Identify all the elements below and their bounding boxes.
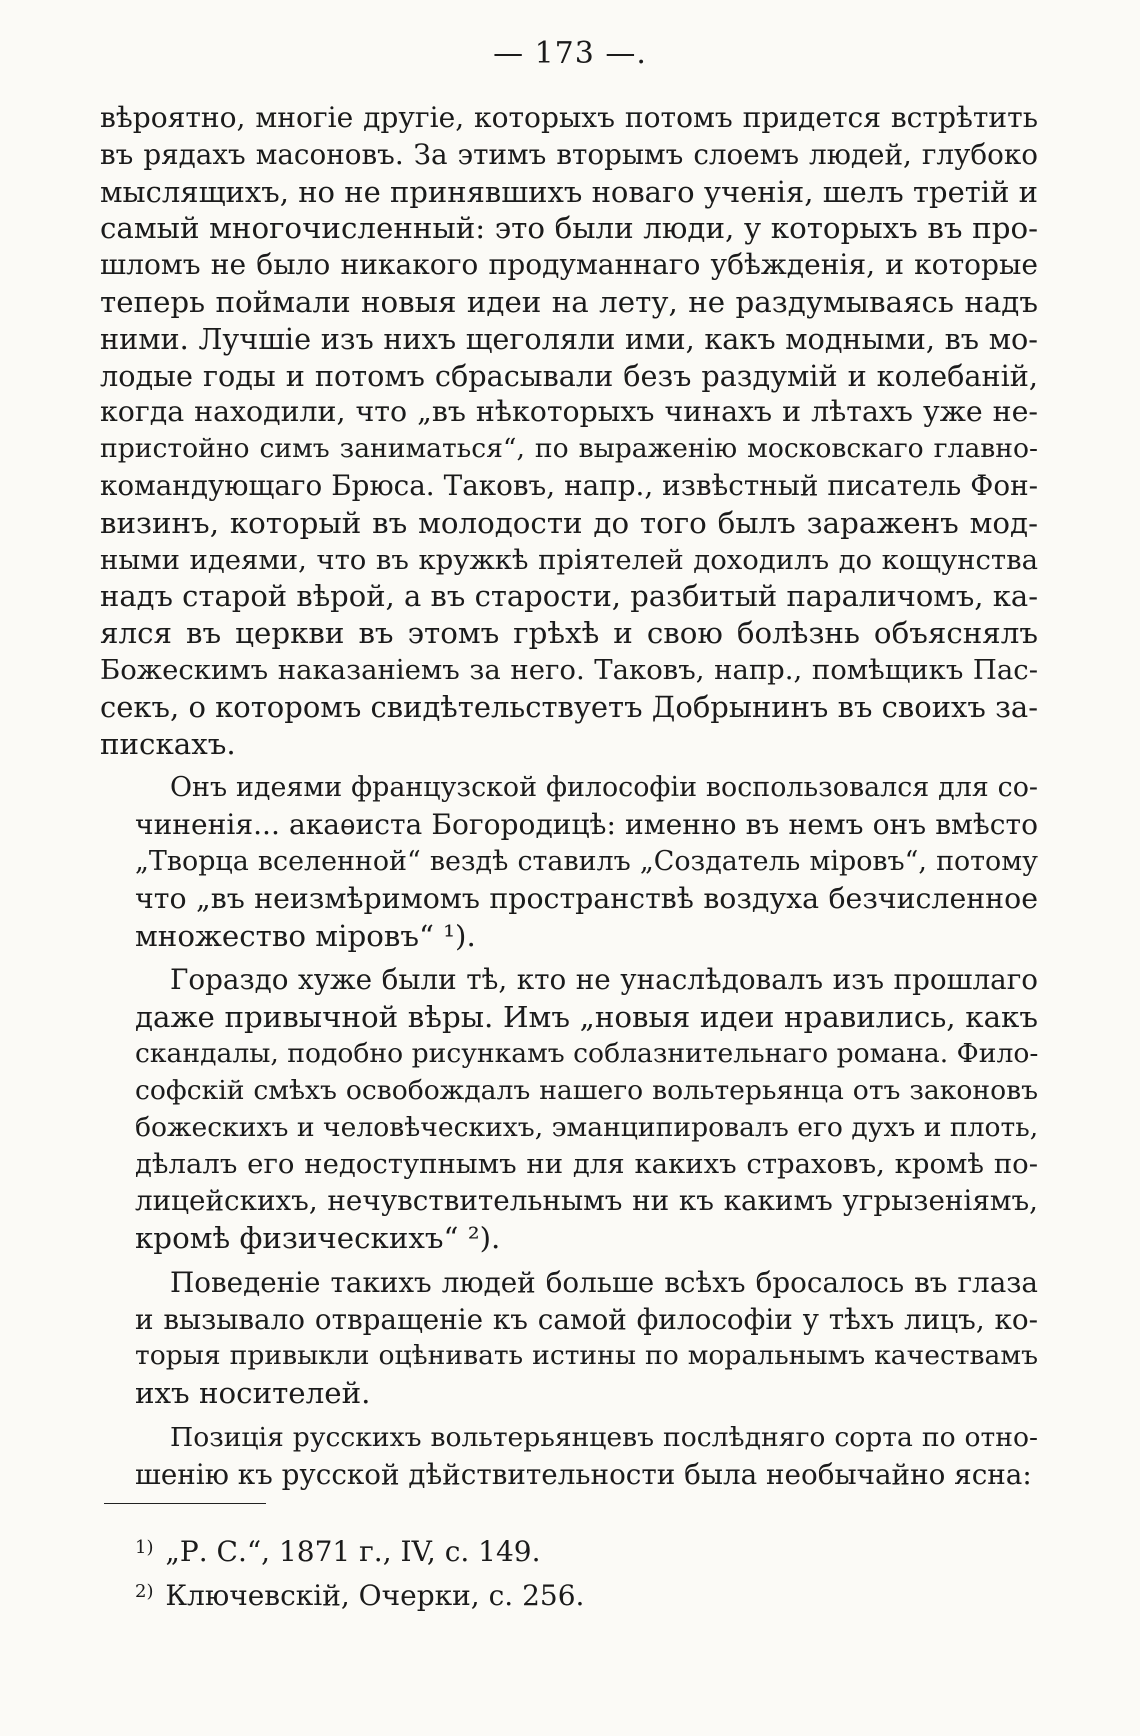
footnote-2-mark: 2) <box>135 1581 154 1602</box>
text-line: кромѣ физическихъ“ ²). <box>135 1220 501 1255</box>
text-line: чиненія... акаѳиста Богородицѣ: именно въ немъ онъ вмѣсто <box>135 808 1038 842</box>
text-line: ихъ носителей. <box>135 1376 371 1411</box>
text-line: секъ, о которомъ свидѣтельствуетъ Добрынинъ въ своихъ за- <box>100 689 1038 724</box>
text-line: „Творца вселенной“ вездѣ ставилъ „Создатель міровъ“, потому <box>135 845 1038 877</box>
text-line: Божескимъ наказаніемъ за него. Таковъ, напр., помѣщикъ Пас- <box>100 653 1038 686</box>
text-line: самый многочисленный: это были люди, у которыхъ въ про- <box>100 211 1038 246</box>
footnote-divider <box>104 1503 266 1504</box>
text-line: и вызывало отвращеніе къ самой философіи у тѣхъ лицъ, ко- <box>135 1302 1038 1336</box>
text-line: софскій смѣхъ освобождалъ нашего вольтерьянца отъ законовъ <box>135 1074 1038 1106</box>
text-line: божескихъ и человѣческихъ, эманципировалъ его духъ и плоть, <box>135 1111 1039 1143</box>
text-line: торыя привыкли оцѣнивать истины по моральнымъ качествамъ <box>135 1340 1038 1372</box>
paragraph <box>100 770 1038 954</box>
text-line: дѣлалъ его недоступнымъ ни для какихъ страховъ, кромѣ по- <box>135 1148 1038 1181</box>
text-line: ними. Лучшіе изъ нихъ щеголяли ими, какъ модными, въ мо- <box>100 321 1038 356</box>
text-line: лодые годы и потомъ сбрасывали безъ раздумій и колебаній, <box>100 358 1038 393</box>
text-line: теперь поймали новыя идеи на лету, не раздумываясь надъ <box>100 284 1038 319</box>
body-text <box>100 100 1038 1493</box>
text-line: Онъ идеями французской философіи воспользовался для со- <box>170 772 1038 804</box>
text-line: надъ старой вѣрой, а въ старости, разбитый параличомъ, ка- <box>100 579 1038 614</box>
footnote-1 <box>100 1528 1038 1572</box>
footnote-1-text: „Р. С.“, 1871 г., IV, с. 149. <box>165 1535 541 1568</box>
text-line: пискахъ. <box>100 726 236 761</box>
footnote-2 <box>100 1572 1038 1616</box>
paragraph <box>100 1420 1038 1494</box>
text-line: мыслящихъ, но не принявшихъ новаго ученія, шелъ третій и <box>100 174 1038 209</box>
text-line: вѣроятно, многіе другіе, которыхъ потомъ придется встрѣтить <box>100 101 1038 134</box>
text-line: Позиція русскихъ вольтерьянцевъ послѣдняго сорта по отно- <box>170 1421 1038 1453</box>
paragraph <box>100 962 1038 1256</box>
text-line: въ рядахъ масоновъ. За этимъ вторымъ слоемъ людей, глубоко <box>100 137 1038 171</box>
text-line: шломъ не было никакого продуманнаго убѣжденія, и которые <box>100 248 1038 282</box>
footnote-1-mark: 1) <box>135 1537 154 1558</box>
paragraph <box>100 100 1038 762</box>
text-line: командующаго Брюса. Таковъ, напр., извѣстный писатель Фон- <box>100 468 1038 502</box>
text-line: визинъ, который въ молодости до того былъ зараженъ мод- <box>100 505 1038 540</box>
text-line: ялся въ церкви въ этомъ грѣхѣ и свою болѣзнь объяснялъ <box>100 616 1038 651</box>
text-line: шенію къ русской дѣйствительности была необычайно ясна: <box>135 1457 1032 1491</box>
text-line: лицейскихъ, нечувствительнымъ ни къ какимъ угрызеніямъ, <box>135 1184 1038 1218</box>
footnote-2-text: Ключевскій, Очерки, с. 256. <box>165 1579 585 1612</box>
text-line: Гораздо хуже были тѣ, кто не унаслѣдовалъ изъ прошлаго <box>170 963 1038 997</box>
text-line: Поведеніе такихъ людей больше всѣхъ бросалось въ глаза <box>170 1265 1038 1299</box>
text-line: пристойно симъ заниматься“, по выраженію московскаго главно- <box>100 433 1038 465</box>
text-line: даже привычной вѣры. Имъ „новыя идеи нравились, какъ <box>135 1000 1038 1035</box>
footnotes <box>100 1503 1038 1616</box>
page-number: — 173 —. <box>493 36 647 71</box>
text-line: что „въ неизмѣримомъ пространствѣ воздуха безчисленное <box>135 881 1038 915</box>
text-line: ными идеями, что въ кружкѣ пріятелей доходилъ до кощунства <box>100 543 1038 576</box>
text-line: скандалы, подобно рисункамъ соблазнительнаго романа. Фило- <box>135 1037 1039 1069</box>
paragraph <box>100 1265 1038 1412</box>
text-line: когда находили, что „въ нѣкоторыхъ чинахъ и лѣтахъ уже не- <box>100 395 1038 429</box>
text-line: множество міровъ“ ¹). <box>135 918 476 953</box>
